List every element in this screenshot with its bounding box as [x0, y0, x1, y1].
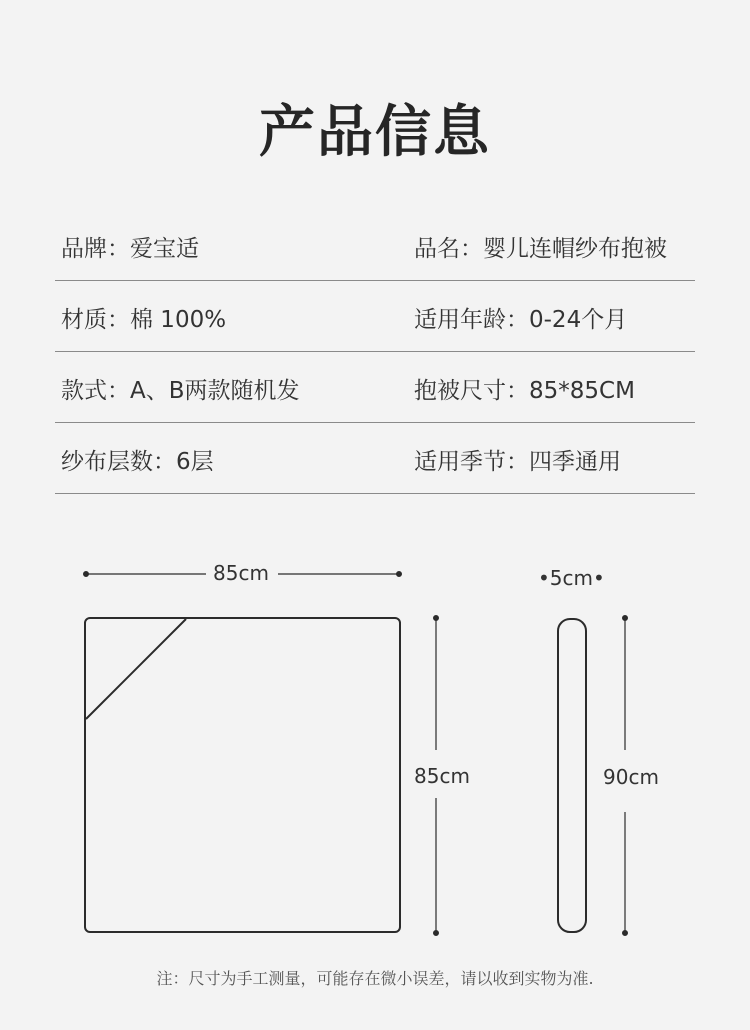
info-layers: 纱布层数：6层 — [61, 449, 214, 475]
size-diagram — [0, 540, 750, 960]
product-info-table — [55, 210, 695, 494]
info-product-name: 品名：婴儿连帽纱布抱被 — [414, 236, 667, 262]
info-age-range: 适用年龄：0-24个月 — [414, 307, 628, 333]
dimension-dot — [434, 931, 439, 936]
dimension-dot — [397, 572, 402, 577]
info-material: 材质：棉 100% — [61, 307, 227, 333]
dimension-dot — [623, 616, 628, 621]
measurement-note: 注：尺寸为手工测量，可能存在微小误差，请以收到实物为准. — [156, 969, 594, 988]
blanket-outline — [85, 618, 400, 932]
blanket-height-label: 85cm — [414, 764, 470, 788]
side-width-label: •5cm• — [538, 566, 605, 590]
dimension-dot — [434, 616, 439, 621]
info-row — [55, 210, 695, 281]
info-row — [55, 423, 695, 494]
info-style: 款式：A、B两款随机发 — [61, 378, 300, 404]
info-size: 抱被尺寸：85*85CM — [414, 378, 635, 404]
dimension-dot — [623, 931, 628, 936]
blanket-width-label: 85cm — [213, 561, 269, 585]
info-row — [55, 281, 695, 352]
page-title: 产品信息 — [259, 100, 491, 165]
hood-fold-line — [86, 619, 186, 719]
side-height-label: 90cm — [603, 765, 659, 789]
dimension-dot — [84, 572, 89, 577]
info-brand: 品牌：爱宝适 — [61, 236, 199, 262]
info-season: 适用季节：四季通用 — [414, 449, 621, 475]
info-row — [55, 352, 695, 423]
side-view-outline — [558, 619, 586, 932]
